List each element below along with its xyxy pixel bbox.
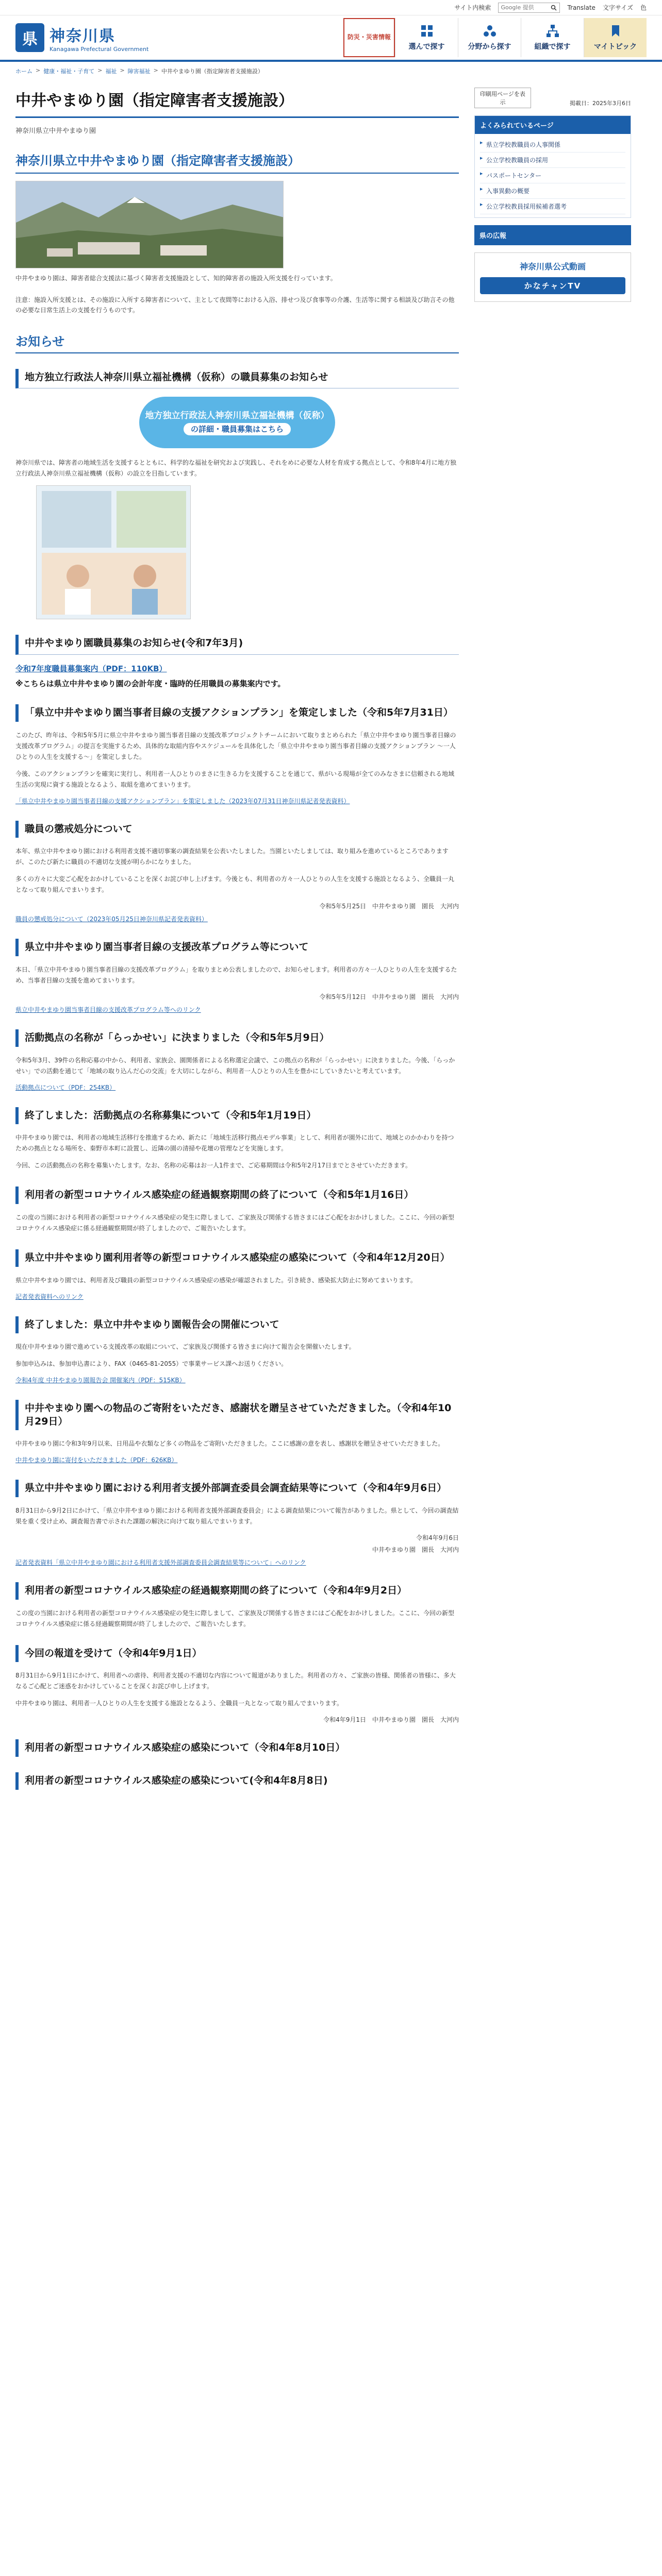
news-title: 活動拠点の名称が「らっかせい」に決まりました（令和5年5月9日） xyxy=(15,1029,459,1047)
news-body: 現在中井やまゆり園で進めている支援改革の取組について、ご家族及び関係する皆さまに向けて報告会を開催いたします。 xyxy=(15,1343,355,1351)
facility-heading: 神奈川県立中井やまゆり園（指定障害者支援施設） xyxy=(15,150,459,174)
recruit-photo xyxy=(36,485,191,619)
facility-photo xyxy=(15,181,284,268)
news-body: 本日、「県立中井やまゆり園当事者目線の支援改革プログラム」を取りまとめ公表しましたので、お知らせします。利用者の方々一人ひとりの人生を支援するため、当事者目線の支援を進めてまいります。 xyxy=(15,965,457,984)
nav-organization[interactable] xyxy=(521,18,584,57)
nav-label: 分野から探す xyxy=(468,43,511,51)
news-title: 地方独立行政法人神奈川県立福祉機構（仮称）の職員募集のお知らせ xyxy=(15,369,459,389)
popular-page-item[interactable]: ▶ 公立学校教職員の採用 xyxy=(480,152,625,168)
nav-label: 組織で探す xyxy=(534,43,571,51)
popular-pages-title: よくみられているページ xyxy=(475,116,631,134)
popular-pages-box xyxy=(474,115,631,218)
page-title: 中井やまゆり園（指定障害者支援施設） xyxy=(15,80,459,118)
banner-line2: の詳細・職員募集はこちら xyxy=(184,423,291,436)
popular-page-item[interactable]: ▶ パスポートセンター xyxy=(480,168,625,183)
nav-my-topic[interactable] xyxy=(584,18,647,57)
news-heading: お知らせ xyxy=(15,331,459,353)
news-body: 神奈川県では、障害者の地域生活を支援するとともに、科学的な福祉を研究および実践し、それをめに必要な人材を育成する拠点として、令和8年4月に地方独立行政法人神奈川県立福祉機構（仮称）の設立を目指しています。 xyxy=(15,459,457,478)
news-title: 利用者の新型コロナウイルス感染症の感染について（令和4年8月10日） xyxy=(15,1739,459,1757)
video-title: 神奈川県公式動画 xyxy=(519,262,586,272)
page-subtitle: 神奈川県立中井やまゆり園 xyxy=(15,127,96,135)
news-title: 県立中井やまゆり園における利用者支援外部調査委員会調査結果等について（令和4年9月6日） xyxy=(15,1480,459,1497)
news-title: 県立中井やまゆり園利用者等の新型コロナウイルス感染症の感染について（令和4年12月20日） xyxy=(15,1249,459,1267)
breadcrumb-health[interactable]: 健康・福祉・子育て xyxy=(43,68,95,75)
search-box xyxy=(498,3,560,13)
news-body: 今回、この活動拠点の名称を募集いたします。なお、名称の応募はお一人1件まで、ご応募期間は令和5年2月17日までとさせていただきます。 xyxy=(15,1162,412,1170)
news-link[interactable]: 令和4年度 中井やまゆり園報告会 開催案内（PDF：515KB） xyxy=(15,1377,186,1384)
nav-label: マイトピック xyxy=(593,43,637,51)
news-title: 中井やまゆり園への物品のご寄附をいただき、感謝状を贈呈させていただきました。（令和4年10月29日） xyxy=(15,1400,459,1430)
prefecture-emblem-icon: 県 xyxy=(15,23,44,52)
site-logo[interactable] xyxy=(15,23,180,53)
news-body: このたび、昨年は、令和5年5月に県立中井やまゆり園当事者目線の支援改革プロジェクトチームにおいて取りまとめられた「県立中井やまゆり園当事者目線の支援改革プログラム」の提言を実施するため、具体的な取組内容やスケジュールを具体化した「県立中井やまゆり園当事者目線の支援アクションプラン ～一人ひとりの人生を支援する～」を策定しました。 xyxy=(15,731,456,760)
header-nav xyxy=(343,18,647,57)
breadcrumb: ホーム > 健康・福祉・子育て > 福祉 > 障害福祉 > 中井やまゆり園（指定障害者支援施設） xyxy=(15,67,263,75)
news-body: 県立中井やまゆり園では、利用者及び職員の新型コロナウイルス感染症の感染が確認されました。引き続き、感染拡大防止に努めてまいります。 xyxy=(15,1276,417,1284)
recruit-banner[interactable] xyxy=(139,397,335,448)
news-title: 「県立中井やまゆり園当事者目線の支援アクションプラン」を策定しました（令和5年7月31日） xyxy=(15,704,459,722)
pdf-link[interactable]: 令和7年度職員募集案内（PDF：110KB） xyxy=(15,664,167,674)
news-link[interactable]: 記者発表資料「県立中井やまゆり園における利用者支援外部調査委員会調査結果等について」へのリンク xyxy=(15,1559,306,1567)
search-input[interactable] xyxy=(499,4,548,11)
site-header xyxy=(0,15,662,62)
news-title: 終了しました：活動拠点の名称募集について（令和5年1月19日） xyxy=(15,1107,459,1125)
news-title: 利用者の新型コロナウイルス感染症の経過観察期間の終了について（令和5年1月16日） xyxy=(15,1187,459,1204)
site-search-link[interactable]: サイト内検索 xyxy=(454,4,491,11)
popular-page-item[interactable]: ▶ 県立学校教職員の人事関係 xyxy=(480,137,625,152)
news-link[interactable]: 県立中井やまゆり園当事者目線の支援改革プログラム等へのリンク xyxy=(15,1006,201,1013)
color-link[interactable]: 色 xyxy=(640,4,647,11)
sidebar xyxy=(474,80,631,1798)
news-body: 多くの方々に大変ご心配をおかけしていることを深くお詫び申し上げます。今後とも、利用者の方々一人ひとりの人生を支援する施設となるよう、全職員一丸となって取り組んでまいります。 xyxy=(15,875,455,894)
nav-disaster-info[interactable] xyxy=(343,18,395,57)
news-body: この度の当園における利用者の新型コロナウイルス感染症の発生に際しまして、ご家族及び関係する皆さまにはご心配をおかけしました。ここに、今回の新型コロナウイルス感染症に係る経過観察期間が終了しましたので、ご報告いたします。 xyxy=(15,1609,455,1628)
bookmark-icon xyxy=(608,24,623,38)
facility-caption: 中井やまゆり園は、障害者総合支援法に基づく障害者支援施設として、知的障害者の施設入所支援を行っています。 xyxy=(15,275,337,282)
news-body: 8月31日から9月1日にかけて、利用者への虐待、利用者支援の不適切な内容について報道がありました。利用者の方々、ご家族の皆様、関係者の皆様に、多大なるご心配とご迷惑をおかけしていることを深くお詫び申し上げます。 xyxy=(15,1672,456,1690)
news-body: 今後、このアクションプランを確実に実行し、利用者一人ひとりのまさに生きる力を支援することを通じて、県がいる現場が全てのみなさまに信頼される地域生活の実現に資する施設となるよう、取組を進めてまいります。 xyxy=(15,770,455,788)
news-title: 県立中井やまゆり園当事者目線の支援改革プログラム等について xyxy=(15,939,459,956)
nav-category[interactable] xyxy=(458,18,521,57)
translate-link[interactable]: Translate xyxy=(567,4,595,11)
news-body: この度の当園における利用者の新型コロナウイルス感染症の発生に際しまして、ご家族及び関係する皆さまにはご心配をおかけしました。ここに、今回の新型コロナウイルス感染症に係る経過観察期間が終了しましたので、ご報告いたします。 xyxy=(15,1213,455,1232)
news-sign: 中井やまゆり園 園長 大河内 xyxy=(372,1546,459,1554)
text-size-link[interactable]: 文字サイズ xyxy=(602,4,633,11)
main-content xyxy=(15,80,459,1798)
news-title: 利用者の新型コロナウイルス感染症の感染について(令和4年8月8日) xyxy=(15,1772,459,1790)
popular-page-item[interactable]: ▶ 公立学校教員採用候補者選考 xyxy=(480,199,625,214)
logo-subtitle: Kanagawa Prefectural Government xyxy=(49,45,149,53)
search-icon[interactable] xyxy=(548,3,559,12)
nav-label: 防災・災害情報 xyxy=(347,33,391,41)
news-bold-note: ※こちらは県立中井やまゆり園の会計年度・臨時的任用職員の募集案内です。 xyxy=(15,679,286,689)
news-body: 令和5年3月、39件の名称応募の中から、利用者、家族会、園関係者による名称選定会議で、この拠点の名称が「らっかせい」に決まりました。今後、「らっかせい」での活動を通じて「地域の取り込んだ心の交流」を大切にしながら、利用者一人ひとりの人生を豊かにしていきたいと考えています。 xyxy=(15,1056,455,1075)
popular-page-item[interactable]: ▶ 入事異動の概要 xyxy=(480,183,625,199)
news-link[interactable]: 中井やまゆり園に寄付をいただきました（PDF：626KB） xyxy=(15,1456,178,1464)
category-icon xyxy=(483,24,497,38)
news-sign: 令和5年5月12日 中井やまゆり園 園長 大河内 xyxy=(319,993,459,1001)
banner-line1: 地方独立行政法人神奈川県立福祉機構（仮称） xyxy=(145,411,329,421)
news-title: 今回の報道を受けて（令和4年9月1日） xyxy=(15,1645,459,1663)
breadcrumb-welfare[interactable]: 福祉 xyxy=(105,68,117,75)
news-body: 参加申込みは、参加申込書により、FAX（0465-81-2055）で事業サービス課へお送りください。 xyxy=(15,1360,288,1368)
news-title: 終了しました：県立中井やまゆり園報告会の開催について xyxy=(15,1316,459,1334)
news-sign: 令和5年5月25日 中井やまゆり園 園長 大河内 xyxy=(319,903,459,910)
news-title: 中井やまゆり園職員募集のお知らせ(令和7年3月) xyxy=(15,635,459,655)
breadcrumb-home[interactable]: ホーム xyxy=(15,68,32,75)
news-body: 中井やまゆり園に令和3年9月以来、日用品や衣類など多くの物品をご寄附いただきました。ここに感謝の意を表し、感謝状を贈呈させていただきました。 xyxy=(15,1440,444,1448)
grid-icon xyxy=(420,24,434,38)
news-link[interactable]: 職員の懲戒処分について（2023年05月25日神奈川県記者発表資料） xyxy=(15,916,208,923)
news-body: 本年、県立中井やまゆり園における利用者支援不適切事案の調査結果を公表いたしました。当園といたしましては、取り組みを進めているところでありますが、このたび新たに職員の不適切な支援が明らかになりました。 xyxy=(15,848,449,866)
updated-date: 掲載日：2025年3月6日 xyxy=(570,100,631,107)
utility-bar xyxy=(0,0,662,15)
nav-label: 選んで探す xyxy=(408,43,445,51)
organization-icon xyxy=(545,24,560,38)
kana-channel-tv-logo: かなチャンTV xyxy=(480,277,625,294)
news-sign: 令和4年9月6日 xyxy=(416,1534,459,1542)
news-body: 中井やまゆり園では、利用者の地域生活移行を推進するため、新たに「地域生活移行拠点モデル事業」として、利用者が園外に出て、地域とのかかわりを持つための拠点となる場所を、秦野市本町に設置し、近隣の園の清掃や花壇の管理などを実施します。 xyxy=(15,1134,454,1153)
pref-pr-link[interactable]: 県の広報 xyxy=(474,225,631,245)
news-title: 利用者の新型コロナウイルス感染症の経過観察期間の終了について（令和4年9月2日） xyxy=(15,1582,459,1600)
news-sign: 令和4年9月1日 中井やまゆり園 園長 大河内 xyxy=(323,1716,459,1724)
nav-choose[interactable] xyxy=(395,18,458,57)
news-title: 職員の懲戒処分について xyxy=(15,821,459,838)
logo-title: 神奈川県 xyxy=(49,27,115,45)
news-body: 8月31日から9月2日にかけて、「県立中井やまゆり園における利用者支援外部調査委員会」による調査結果について報告がありました。県として、今回の調査結果を重く受け止め、調査報告書で示された課題の解決に向けて取り組んでまいります。 xyxy=(15,1507,459,1526)
news-link[interactable]: 「県立中井やまゆり園当事者目線の支援アクションプラン」を策定しました（2023年07月31日神奈川県記者発表資料） xyxy=(15,797,350,805)
news-link[interactable]: 記者発表資料へのリンク xyxy=(15,1293,84,1300)
news-link[interactable]: 活動拠点について（PDF：254KB） xyxy=(15,1083,116,1091)
news-body: 中井やまゆり園は、利用者一人ひとりの人生を支援する施設となるよう、全職員一丸となって取り組んでまいります。 xyxy=(15,1700,343,1707)
official-video-box[interactable] xyxy=(474,252,631,302)
breadcrumb-current: 中井やまゆり園（指定障害者支援施設） xyxy=(161,68,263,75)
facility-note: 注意：施設入所支援とは、その施設に入所する障害者について、主として夜間等における入浴、排せつ及び食事等の介護、生活等に関する相談及び助言その他の必要な日常生活上の支援を行うものです。 xyxy=(15,296,455,314)
print-button[interactable]: 印刷用ページを表示 xyxy=(474,88,531,108)
breadcrumb-disability[interactable]: 障害福祉 xyxy=(127,68,151,75)
